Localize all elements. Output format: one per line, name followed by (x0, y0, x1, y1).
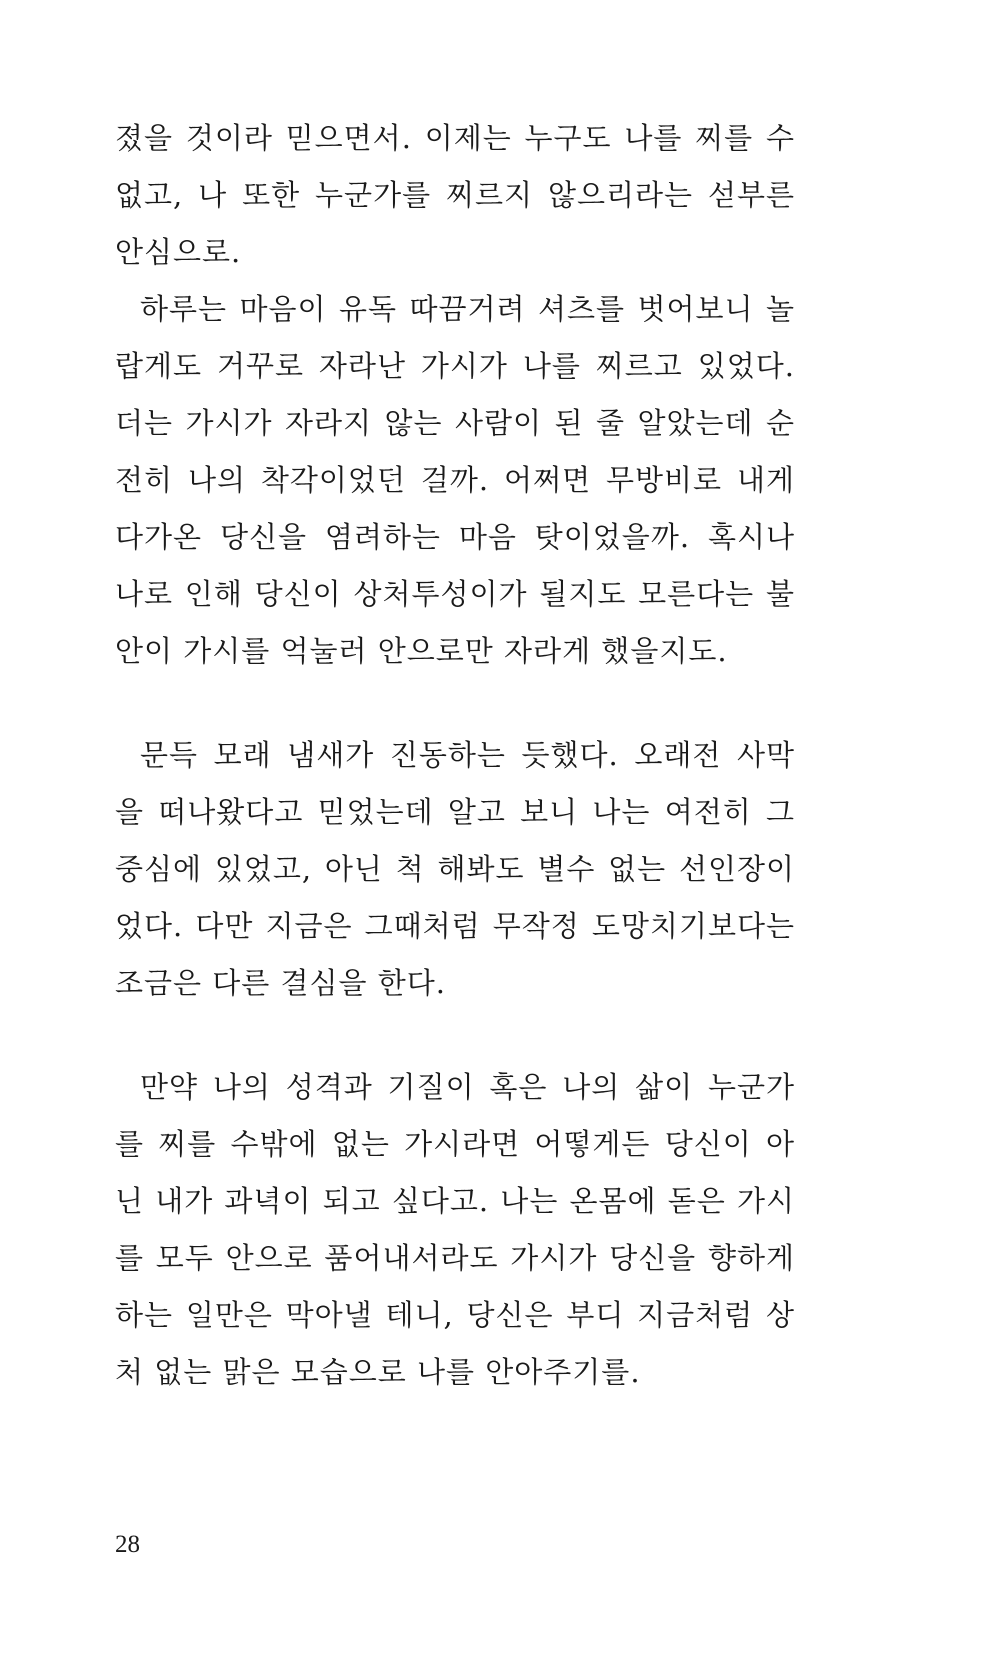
text-line: 없고, 나 또한 누군가를 찌르지 않으리라는 섣부른 (115, 178, 795, 212)
text-line: 닌 내가 과녁이 되고 싶다고. 나는 온몸에 돋은 가시 (115, 1184, 795, 1218)
text-line: 전히 나의 착각이었던 걸까. 어쩌면 무방비로 내게 (115, 463, 795, 497)
text-line: 만약 나의 성격과 기질이 혹은 나의 삶이 누군가 (140, 1070, 795, 1104)
text-line: 졌을 것이라 믿으면서. 이제는 누구도 나를 찌를 수 (115, 121, 795, 155)
text-line: 었다. 다만 지금은 그때처럼 무작정 도망치기보다는 (115, 909, 795, 943)
text-line: 처 없는 맑은 모습으로 나를 안아주기를. (115, 1355, 641, 1389)
text-line: 더는 가시가 자라지 않는 사람이 된 줄 알았는데 순 (115, 406, 795, 440)
page-number: 28 (115, 1531, 140, 1558)
text-line: 를 모두 안으로 품어내서라도 가시가 당신을 향하게 (115, 1241, 795, 1275)
text-line: 안심으로. (115, 235, 242, 269)
text-line: 안이 가시를 억눌러 안으로만 자라게 했을지도. (115, 634, 728, 668)
text-line: 을 떠나왔다고 믿었는데 알고 보니 나는 여전히 그 (115, 795, 795, 829)
text-line: 나로 인해 당신이 상처투성이가 될지도 모른다는 불 (115, 577, 795, 611)
text-line: 하루는 마음이 유독 따끔거려 셔츠를 벗어보니 놀 (140, 292, 795, 326)
text-line: 문득 모래 냄새가 진동하는 듯했다. 오래전 사막 (140, 738, 795, 772)
text-line: 하는 일만은 막아낼 테니, 당신은 부디 지금처럼 상 (115, 1298, 795, 1332)
text-line: 를 찌를 수밖에 없는 가시라면 어떻게든 당신이 아 (115, 1127, 795, 1161)
text-line: 다가온 당신을 염려하는 마음 탓이었을까. 혹시나 (115, 520, 795, 554)
text-line: 조금은 다른 결심을 한다. (115, 966, 447, 1000)
text-line: 중심에 있었고, 아닌 척 해봐도 별수 없는 선인장이 (115, 852, 795, 886)
text-line: 랍게도 거꾸로 자라난 가시가 나를 찌르고 있었다. (115, 349, 795, 383)
